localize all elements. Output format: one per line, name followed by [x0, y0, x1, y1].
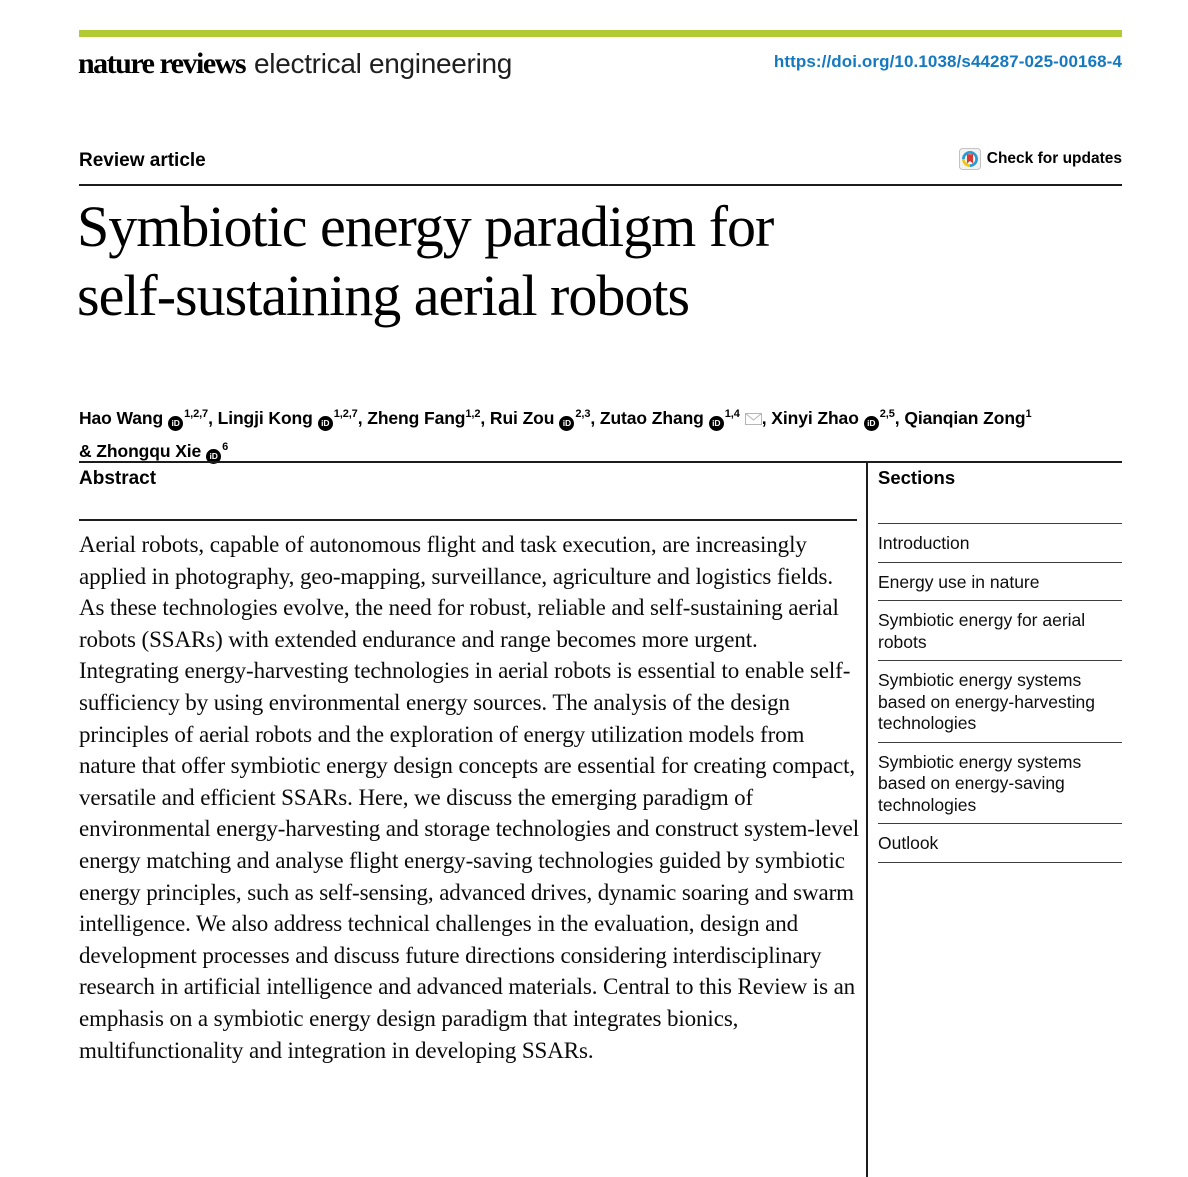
header-divider: [79, 184, 1122, 186]
email-icon[interactable]: [745, 405, 762, 433]
author: Rui Zou iD$^{2,3}$: [490, 408, 590, 428]
orcid-icon[interactable]: iD: [168, 416, 183, 431]
affiliation-superscript: 1,2,7: [184, 408, 209, 420]
sidebar-item-symbiotic-energy-systems-based-on-energy-harvesting-technologies[interactable]: Symbiotic energy systems based on energy-harvesting technologies: [878, 660, 1122, 742]
sidebar-item-symbiotic-energy-systems-based-on-energy-saving-technologies[interactable]: Symbiotic energy systems based on energy-saving technologies: [878, 742, 1122, 824]
doi-link[interactable]: https://doi.org/10.1038/s44287-025-00168-4: [773, 52, 1122, 71]
affiliation-superscript: 1: [1025, 408, 1032, 420]
brand-color-bar: [79, 30, 1122, 37]
sections-heading: Sections: [878, 467, 956, 488]
check-for-updates-button[interactable]: [959, 148, 1122, 170]
author: & Zhongqu Xie $iD^6$: [79, 441, 228, 461]
author: Hao Wang iD$^{1,2,7}$: [79, 408, 208, 428]
abstract-text: Aerial robots, capable of autonomous flight and task execution, are increasingly applied in photography, geo-mapping, surveillance, agriculture and logistics fields. As these technologies evolve, the need for robust, reliable and self-sustaining aerial robots (SSARs) with extended endurance and range becomes more urgent. Integrating energy-harvesting technologies in aerial robots is essential to enable self-sufficiency by using environmental energy sources. The analysis of the design principles of aerial robots and the exploration of energy utilization models from nature that offer symbiotic energy design concepts are essential for creating compact, versatile and efficient SSARs. Here, we discuss the emerging paradigm of environmental energy-harvesting and storage technologies and construct system-level energy matching and analyse flight energy-saving technologies guided by symbiotic energy principles, such as self-sensing, advanced drives, dynamic soaring and swarm intelligence. We also address technical challenges in the evaluation, design and development processes and discuss future directions considering interdisciplinary research in artificial intelligence and advanced materials. Central to this Review is an emphasis on a symbiotic energy design paradigm that integrates bionics, multifunctionality and integration in developing SSARs.: [79, 532, 860, 1063]
sidebar-item-symbiotic-energy-for-aerial-robots[interactable]: Symbiotic energy for aerial robots: [878, 600, 1122, 660]
author: Zutao Zhang iD$^{1,4}$: [600, 408, 762, 428]
affiliation-superscript: 1,2: [465, 408, 481, 420]
affiliation-superscript: 1,4: [724, 408, 740, 420]
orcid-icon[interactable]: iD: [318, 416, 333, 431]
affiliation-superscript: 1,2,7: [333, 408, 358, 420]
orcid-icon[interactable]: iD: [864, 416, 879, 431]
content-top-divider: [79, 461, 1122, 463]
article-title-line2: self-sustaining aerial robots: [77, 263, 690, 328]
author: Qianqian Zong$^1$: [904, 408, 1032, 428]
orcid-icon[interactable]: iD: [206, 449, 221, 464]
check-for-updates-label: Check for updates: [986, 150, 1122, 167]
article-title: [77, 192, 1077, 330]
author: Zheng Fang$^{1,2}$: [367, 408, 481, 428]
orcid-icon[interactable]: iD: [709, 416, 724, 431]
sections-list: [878, 523, 1122, 863]
author-list: Hao Wang iD$^{1,2,7}$, Lingji Kong iD$^{1,2,7}$, Zheng Fang$^{1,2}$, Rui Zou iD$^{2,3}$, Zutao Zhang iD$^{1,4}$ , Xinyi Zhao iD$^{2,5}$, Qianqian Zong$^1$ & Zhongqu Xie $iD^6$: [79, 400, 1129, 465]
column-divider: [866, 461, 868, 1177]
crossmark-icon: [959, 148, 981, 170]
orcid-icon[interactable]: iD: [559, 416, 574, 431]
journal-masthead: [78, 47, 512, 81]
author: Xinyi Zhao iD$^{2,5}$: [771, 408, 894, 428]
affiliation-superscript: 2,5: [879, 408, 895, 420]
affiliation-superscript: 6: [222, 441, 229, 453]
article-title-line1: Symbiotic energy paradigm for: [77, 194, 774, 259]
sections-sidebar: [878, 467, 1122, 863]
article-type-label: Review article: [79, 150, 206, 171]
sidebar-item-introduction[interactable]: Introduction: [878, 523, 1122, 562]
sidebar-item-energy-use-in-nature[interactable]: Energy use in nature: [878, 562, 1122, 601]
abstract-divider: [79, 519, 857, 521]
affiliation-superscript: 2,3: [575, 408, 591, 420]
sidebar-item-outlook[interactable]: Outlook: [878, 823, 1122, 863]
author: Lingji Kong iD$^{1,2,7}$: [218, 408, 358, 428]
journal-brand-name: nature reviews: [78, 47, 246, 80]
abstract-heading: Abstract: [79, 468, 157, 489]
journal-subtitle: electrical engineering: [254, 48, 513, 79]
